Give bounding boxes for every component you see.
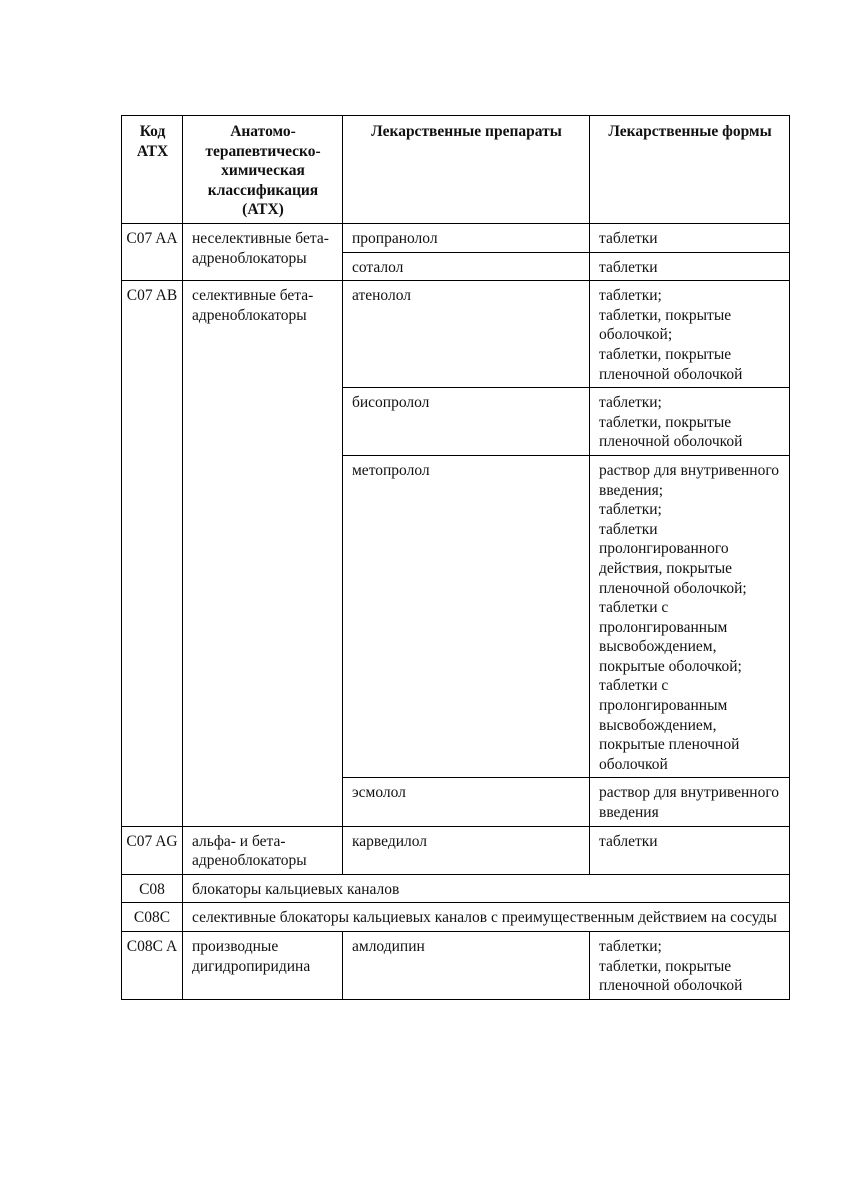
atx-code: C08: [122, 874, 183, 903]
dosage-form: таблетки пролонгированного действия, покрытые пленочной оболочкой;: [599, 520, 747, 597]
drug-name: амлодипин: [343, 932, 590, 1000]
atx-code: C08C A: [122, 932, 183, 1000]
dosage-forms: [590, 281, 790, 388]
header-classification: Анатомо-терапевтическо-химическая классификация (АТХ): [183, 116, 343, 224]
dosage-form: таблетки, покрытые пленочной оболочкой: [599, 345, 743, 383]
drug-name: атенолол: [343, 281, 590, 388]
dosage-form: раствор для внутривенного введения: [599, 784, 780, 822]
atx-drug-table: [121, 115, 790, 1000]
table-row: [122, 826, 790, 874]
dosage-form: таблетки с пролонгированным высвобождением, покрытые оболочкой;: [599, 599, 742, 675]
dosage-form: таблетки, покрытые оболочкой;: [599, 306, 732, 344]
dosage-form: таблетки: [599, 832, 658, 850]
dosage-form: таблетки;: [599, 287, 662, 305]
dosage-forms: [590, 778, 790, 826]
dosage-form: таблетки: [599, 230, 658, 247]
dosage-form: раствор для внутривенного введения;: [599, 461, 780, 499]
drug-name: эсмолол: [343, 778, 590, 826]
drug-name: пропранолол: [343, 224, 590, 253]
atx-code: C07 AB: [122, 281, 183, 826]
header-code: Код АТХ: [122, 116, 183, 224]
dosage-form: таблетки;: [599, 501, 662, 519]
atx-classification: блокаторы кальциевых каналов: [183, 874, 790, 903]
atx-classification: селективные блокаторы кальциевых каналов с преимущественным действием на сосуды: [183, 903, 790, 932]
table-header-row: [122, 116, 790, 224]
dosage-form: таблетки, покрытые пленочной оболочкой: [599, 957, 743, 995]
dosage-forms: [590, 388, 790, 456]
dosage-forms: [590, 455, 790, 778]
atx-code: C07 AA: [122, 224, 183, 281]
atx-classification: альфа- и бета-адреноблокаторы: [183, 826, 343, 874]
header-drugs: Лекарственные препараты: [343, 116, 590, 224]
dosage-forms: [590, 826, 790, 874]
table-row: [122, 874, 790, 903]
table-row: [122, 932, 790, 1000]
atx-classification: селективные бета-адреноблокаторы: [183, 281, 343, 826]
atx-code: C08C: [122, 903, 183, 932]
drug-name: бисопролол: [343, 388, 590, 456]
dosage-forms: [590, 932, 790, 1000]
table-row: [122, 903, 790, 932]
dosage-forms: [590, 224, 790, 253]
dosage-forms: [590, 252, 790, 281]
table-row: [122, 281, 790, 388]
drug-name: соталол: [343, 252, 590, 281]
dosage-form: таблетки;: [599, 394, 662, 412]
atx-classification: производные дигидропиридина: [183, 932, 343, 1000]
drug-name: метопролол: [343, 455, 590, 778]
dosage-form: таблетки, покрытые пленочной оболочкой: [599, 413, 743, 451]
dosage-form: таблетки с пролонгированным высвобождением, покрытые пленочной оболочкой: [599, 677, 740, 773]
dosage-form: таблетки: [599, 258, 658, 276]
table-body: [122, 224, 790, 1000]
table-row: [122, 224, 790, 253]
atx-classification: неселективные бета-адреноблокаторы: [183, 224, 343, 281]
atx-code: C07 AG: [122, 826, 183, 874]
header-forms: Лекарственные формы: [590, 116, 790, 224]
dosage-form: таблетки;: [599, 938, 662, 955]
drug-name: карведилол: [343, 826, 590, 874]
